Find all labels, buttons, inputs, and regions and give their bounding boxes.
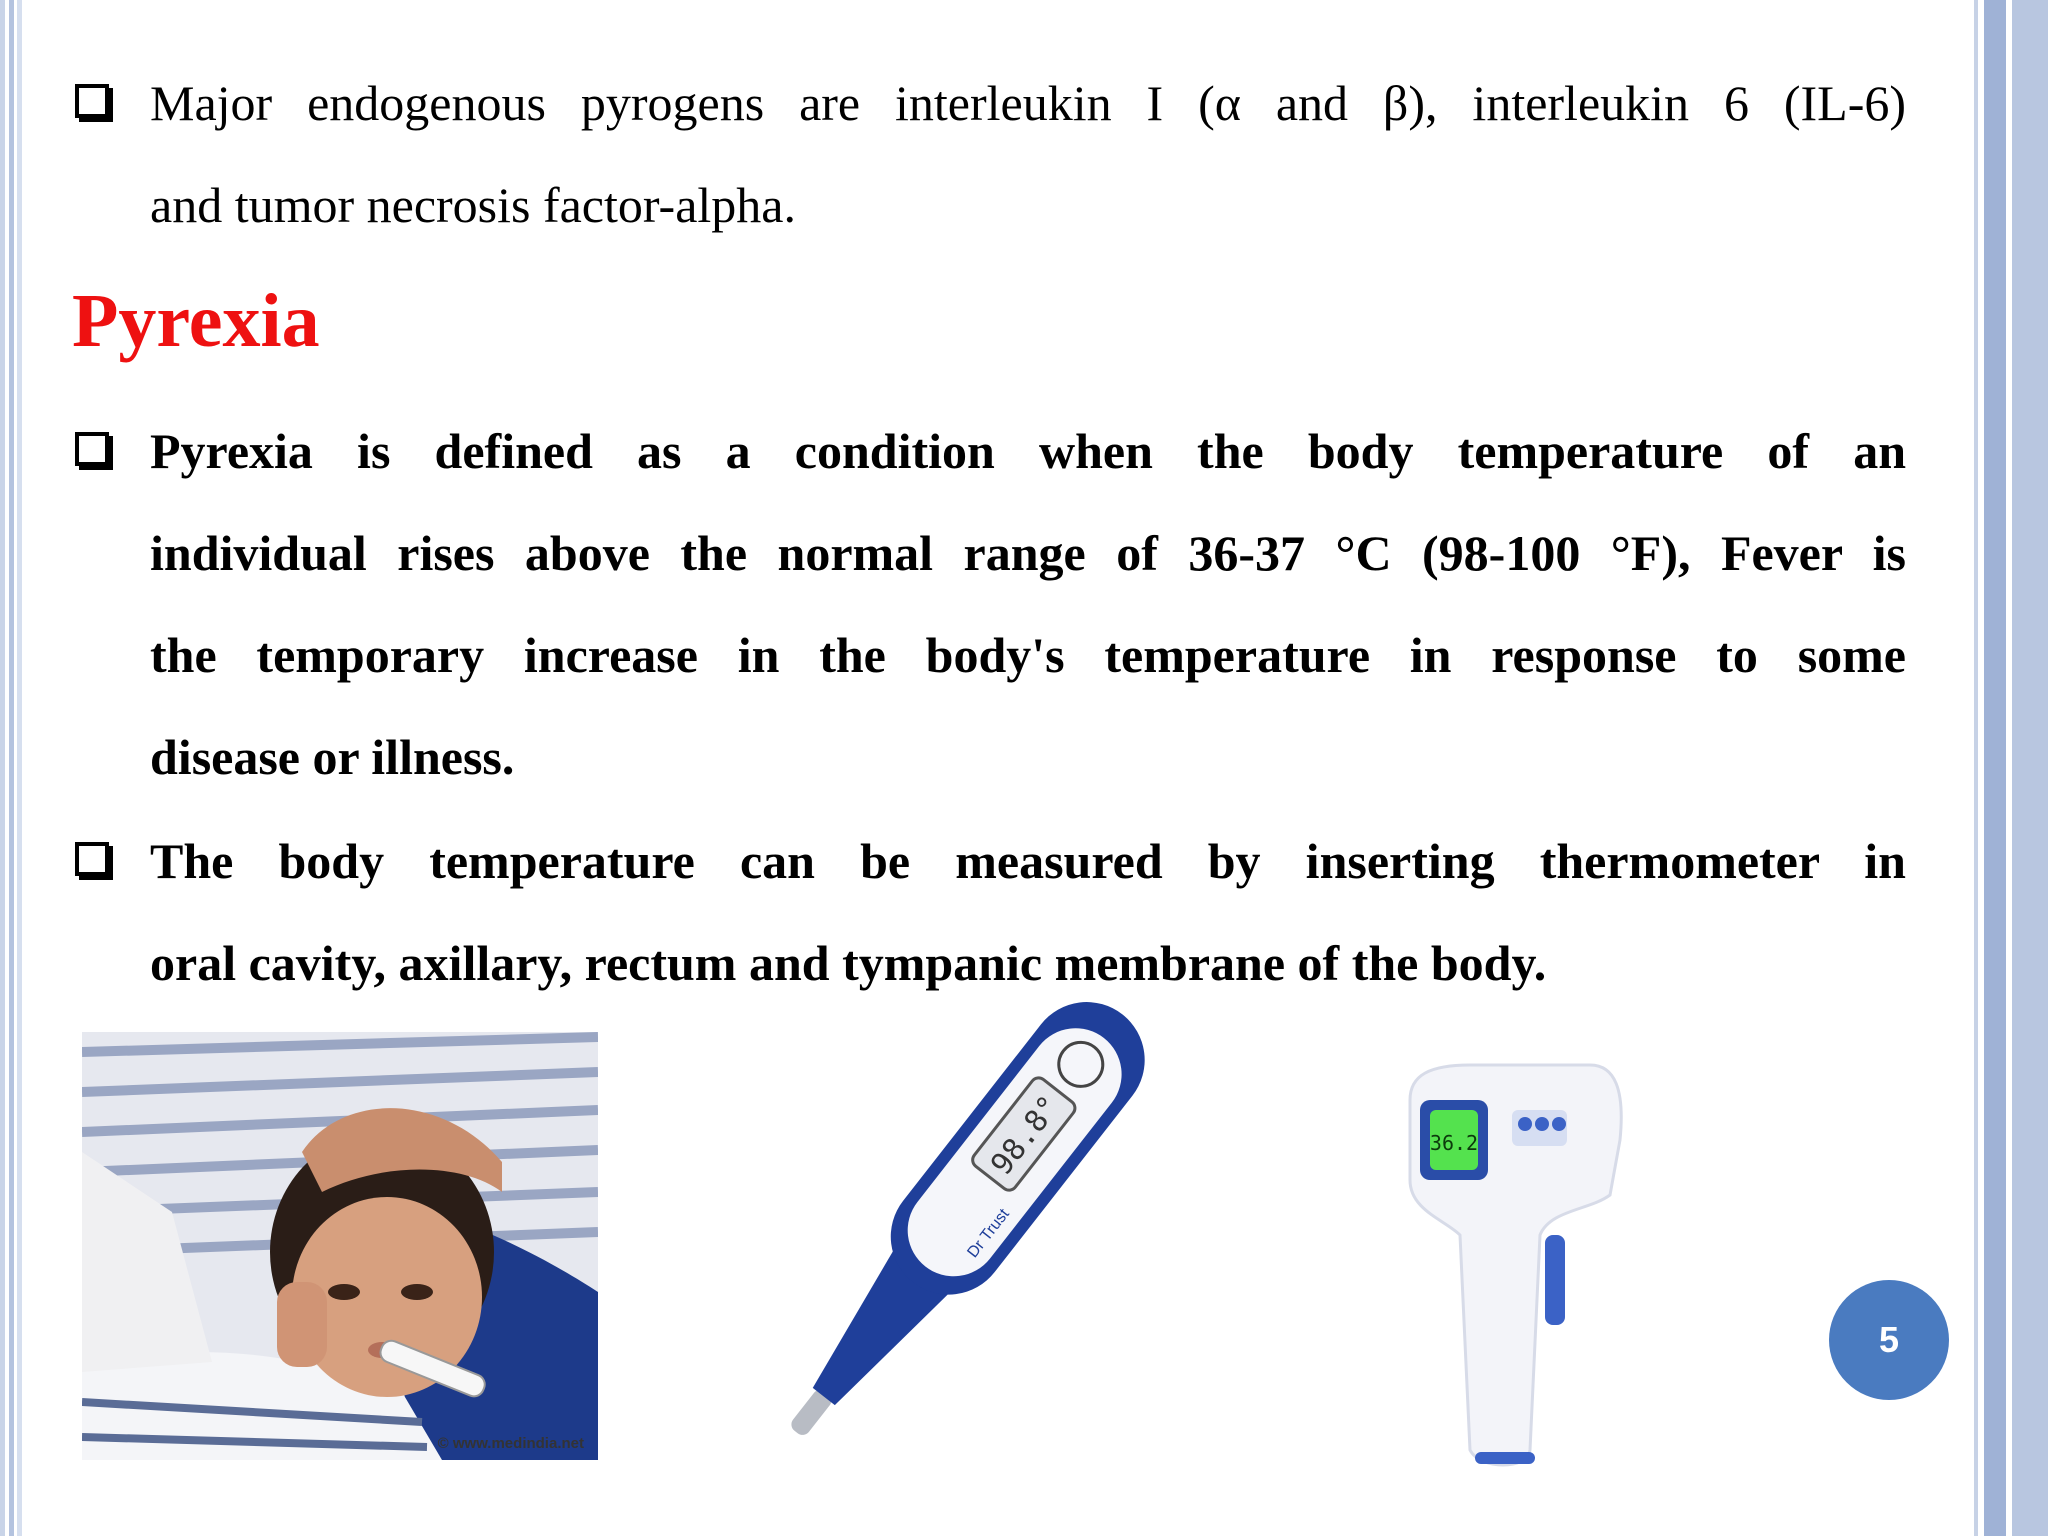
thermometer-brand: Dr Trust xyxy=(964,1205,1013,1262)
bullet-measurement xyxy=(150,810,1906,1014)
checkbox-bullet-icon xyxy=(75,432,109,466)
page-number-badge: 5 xyxy=(1829,1280,1949,1400)
bullet-line: The body temperature can be measured by inserting thermometer in xyxy=(150,833,1906,889)
bullet-line: oral cavity, axillary, rectum and tympanic membrane of the body. xyxy=(150,935,1547,991)
ir-display: 36.2 xyxy=(1429,1131,1479,1155)
photo-watermark: © www.medindia.net xyxy=(437,1435,584,1452)
bullet-line: and tumor necrosis factor-alpha. xyxy=(150,177,796,233)
bullet-line: disease or illness. xyxy=(150,729,515,785)
bullet-line: individual rises above the normal range of 36-37 °C (98-100 °F), Fever is xyxy=(150,525,1906,581)
bullet-line: the temporary increase in the body's temperature in response to some xyxy=(150,627,1906,683)
sick-child-illustration xyxy=(82,1032,598,1460)
thermometer-display: 98.8° xyxy=(984,1089,1068,1182)
right-decorative-border xyxy=(1968,0,2048,1536)
digital-thermometer-image xyxy=(690,985,1210,1485)
bullet-pyrexia-definition xyxy=(150,400,1906,808)
checkbox-bullet-icon xyxy=(75,84,109,118)
bullet-line: Major endogenous pyrogens are interleukin I (α and β), interleukin 6 (IL-6) xyxy=(150,75,1906,131)
section-title: Pyrexia xyxy=(72,279,320,363)
bullet-endogenous-pyrogens xyxy=(150,52,1906,256)
left-decorative-border xyxy=(0,0,22,1536)
checkbox-bullet-icon xyxy=(75,842,109,876)
bullet-line: Pyrexia is defined as a condition when the body temperature of an xyxy=(150,423,1906,479)
sick-child-photo xyxy=(82,1032,598,1460)
infrared-thermometer-image xyxy=(1390,1060,1630,1480)
